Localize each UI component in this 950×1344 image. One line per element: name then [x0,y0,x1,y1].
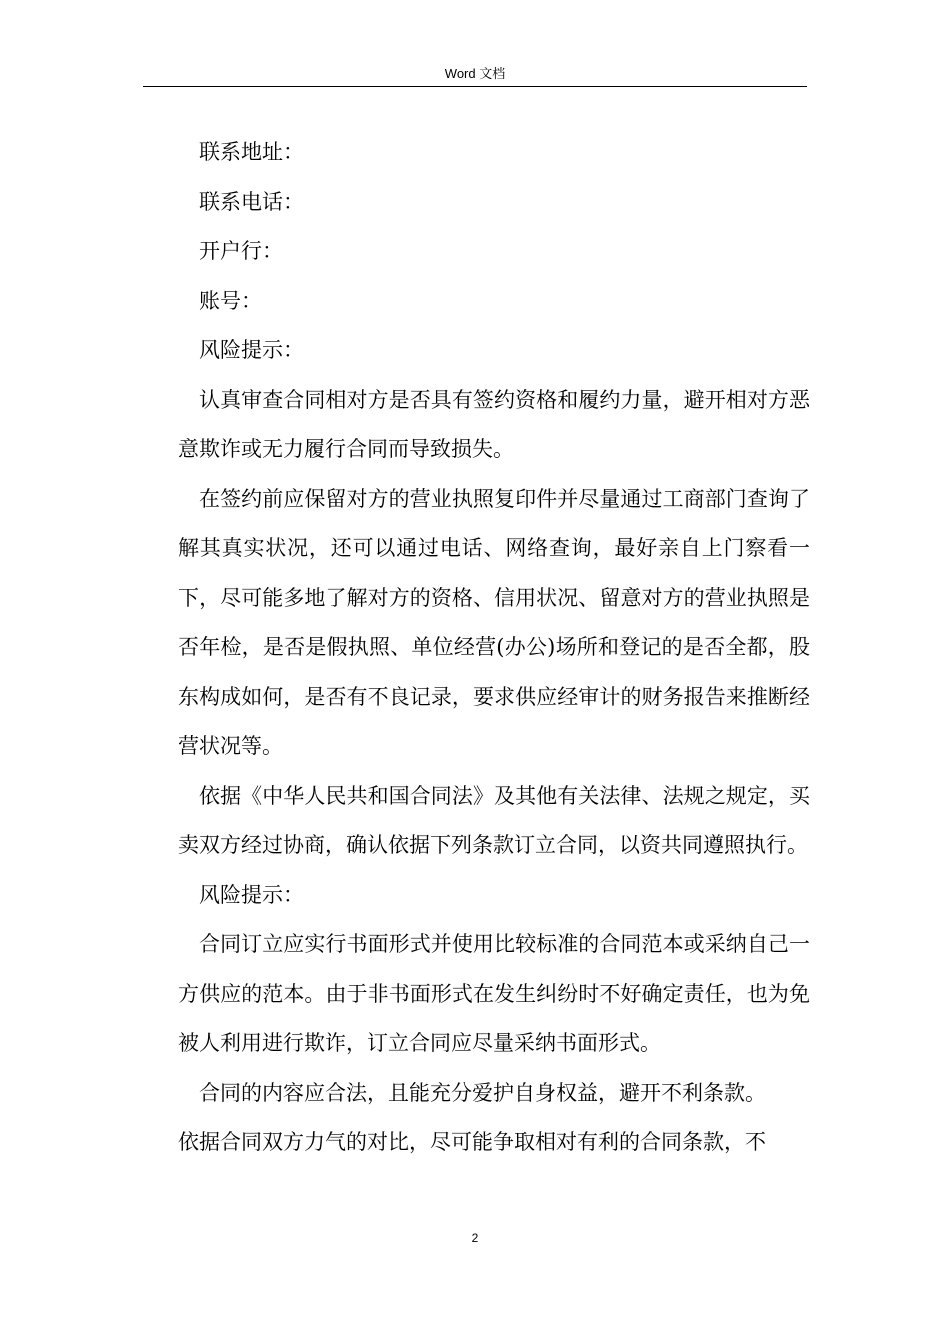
paragraph-account: 账号： [199,288,262,313]
paragraph-risk-1: 认真审查合同相对方是否具有签约资格和履约力量，避开相对方恶意欺诈或无力履行合同而导致损失。 [178,387,810,461]
header-divider [143,86,807,87]
paragraph-bank: 开户行： [199,239,283,263]
paragraph-risk-heading-2: 风险提示： [199,882,304,907]
paragraph-contract-basis: 依据《中华人民共和国合同法》及其他有关法律、法规之规定，买卖双方经过协商，确认依据下列条款订立合同，以资共同遵照执行。 [178,783,810,857]
paragraph-contact-address: 联系地址： [199,140,304,164]
paragraph-risk-heading-1: 风险提示： [199,338,304,362]
paragraph-risk-2: 在签约前应保留对方的营业执照复印件并尽量通过工商部门查询了解其真实状况，还可以通过电话、网络查询，最好亲自上门察看一下，尽可能多地了解对方的资格、信用状况、留意对方的营业执照是否年检，是否是假执照、单位经营(办公)场所和登记的是否全都，股东构成如何，是否有不良记录，要求供应经审计的财务报告来推断经营状况等。 [178,486,810,758]
paragraph-contact-phone: 联系电话： [199,189,304,214]
paragraph-written-form: 合同订立应实行书面形式并使用比较标准的合同范本或采纳自己一方供应的范本。由于非书面形式在发生纠纷时不好确定责任，也为免被人利用进行欺诈，订立合同应尽量采纳书面形式。 [178,932,810,1055]
page-header: Word 文档 [444,66,506,81]
page-number: 2 [471,1231,479,1245]
paragraph-favorable-terms: 依据合同双方力气的对比，尽可能争取相对有利的合同条款，不 [178,1130,766,1154]
paragraph-legal-content: 合同的内容应合法，且能充分爱护自身权益，避开不利条款。 [199,1080,766,1105]
document-body [178,128,810,1168]
